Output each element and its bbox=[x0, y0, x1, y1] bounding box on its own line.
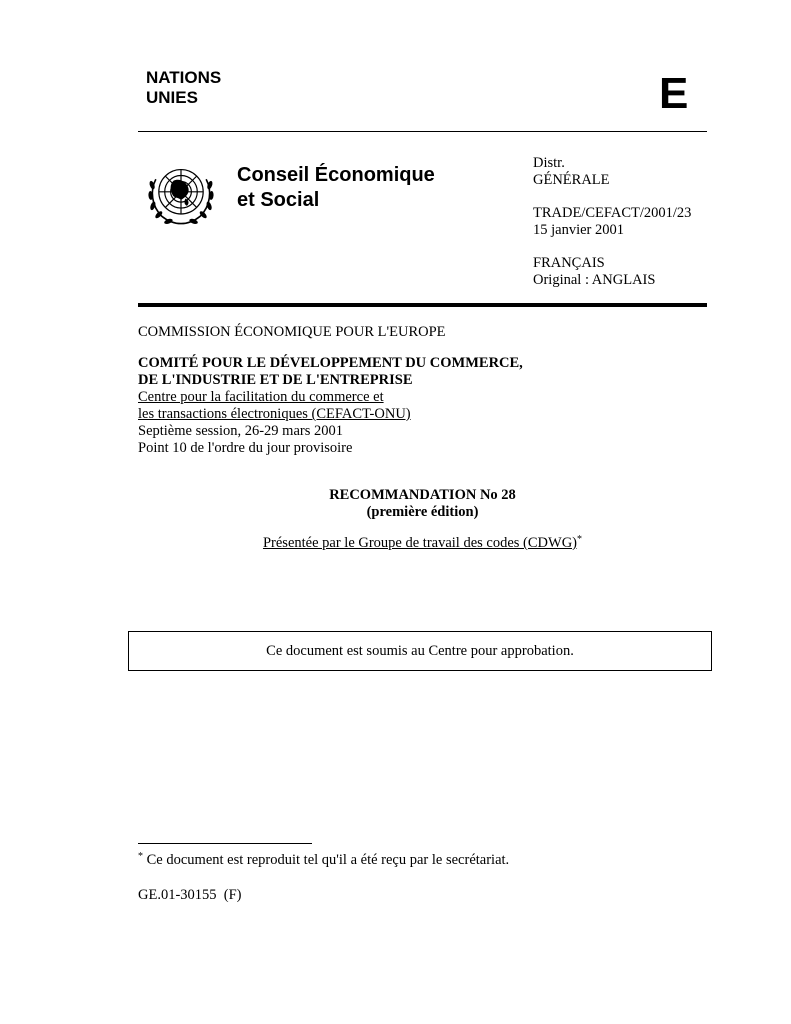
language-code-letter: E bbox=[659, 69, 689, 118]
centre-line1: Centre pour la facilitation du commerce et bbox=[138, 389, 384, 405]
committee-line2: DE L'INDUSTRIE ET DE L'ENTREPRISE bbox=[138, 372, 413, 388]
commission-name: COMMISSION ÉCONOMIQUE POUR L'EUROPE bbox=[138, 324, 446, 340]
footnote-text: Ce document est reproduit tel qu'il a été reçu par le secrétariat. bbox=[143, 852, 510, 868]
document-symbol: TRADE/CEFACT/2001/23 bbox=[533, 205, 692, 221]
recommendation-edition: (première édition) bbox=[366, 504, 479, 520]
org-name-line1: NATIONS bbox=[146, 68, 222, 87]
presented-by bbox=[138, 535, 707, 552]
centre-line2: les transactions électroniques (CEFACT-ONU) bbox=[138, 406, 411, 422]
council-name-line1: Conseil Économique bbox=[237, 164, 435, 186]
distr-label: Distr. bbox=[533, 155, 565, 171]
distr-value: GÉNÉRALE bbox=[533, 172, 610, 188]
agenda-item: Point 10 de l'ordre du jour provisoire bbox=[138, 440, 353, 456]
session-info: Septième session, 26-29 mars 2001 bbox=[138, 423, 343, 439]
header-divider bbox=[138, 131, 707, 132]
presented-by-text: Présentée par le Groupe de travail des codes (CDWG) bbox=[262, 535, 578, 551]
org-name-line2: UNIES bbox=[146, 88, 198, 107]
footnote-reference: * bbox=[577, 534, 583, 545]
approval-notice-text: Ce document est soumis au Centre pour approbation. bbox=[266, 643, 574, 659]
document-date: 15 janvier 2001 bbox=[533, 222, 625, 238]
committee-block bbox=[138, 355, 523, 457]
document-language: FRANÇAIS bbox=[533, 255, 605, 271]
recommendation-title: RECOMMANDATION No 28 bbox=[329, 487, 516, 503]
un-emblem-icon bbox=[144, 157, 218, 231]
footnote-divider bbox=[138, 843, 312, 844]
distribution-block bbox=[533, 155, 691, 289]
footnote bbox=[138, 852, 509, 869]
approval-notice-box bbox=[128, 631, 712, 671]
document-number: GE.01-30155 (F) bbox=[138, 887, 242, 903]
committee-line1: COMITÉ POUR LE DÉVELOPPEMENT DU COMMERCE, bbox=[138, 355, 523, 371]
council-name bbox=[237, 163, 435, 213]
council-name-line2: et Social bbox=[237, 189, 320, 211]
original-language: Original : ANGLAIS bbox=[533, 272, 656, 288]
thick-divider bbox=[138, 303, 707, 307]
organization-name bbox=[146, 68, 221, 108]
footnote-marker: * bbox=[138, 851, 143, 862]
recommendation-heading bbox=[138, 487, 707, 521]
